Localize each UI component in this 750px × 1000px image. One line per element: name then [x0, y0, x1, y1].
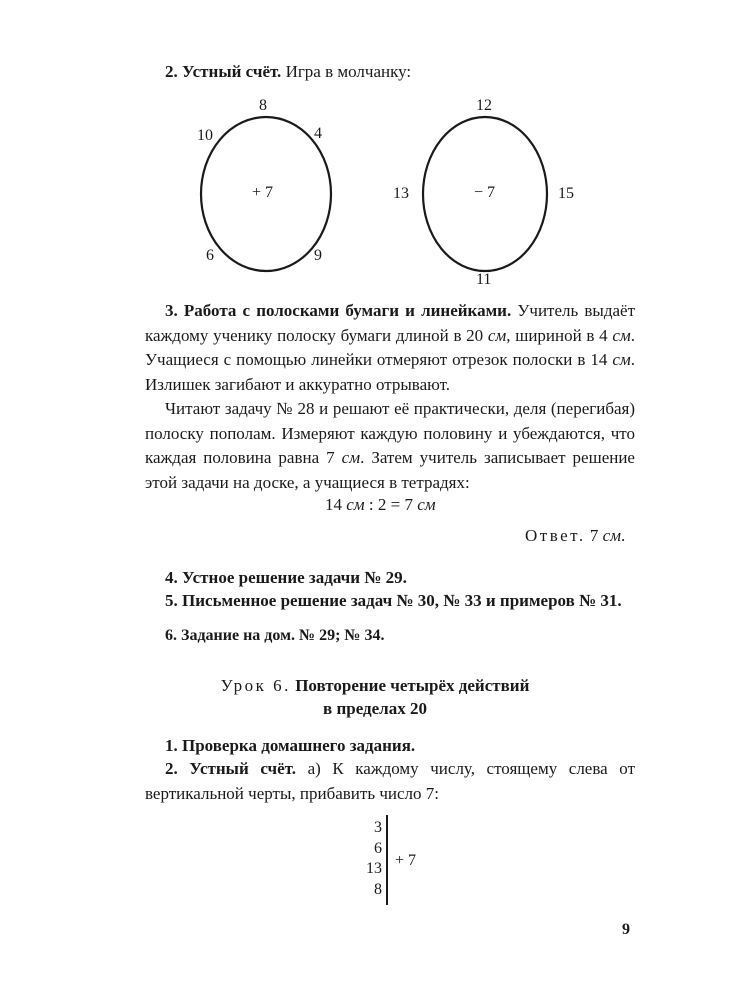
lesson-item-2: 2. Устный счёт. а) К каждому числу, стоящему слева от вертикальной черты, прибавить число 7:: [145, 759, 635, 803]
lesson-item-1: 1. Проверка домашнего задания.: [165, 736, 416, 755]
section-paper-strips: [145, 299, 635, 495]
right-circle-number: 12: [476, 97, 492, 114]
column-number: 13: [366, 860, 382, 877]
right-circle-operation: − 7: [474, 184, 496, 201]
lesson-heading-line2: в пределах 20: [323, 699, 427, 718]
column-operation: + 7: [395, 852, 417, 869]
column-number: 8: [374, 880, 382, 898]
column-numbers: [352, 818, 382, 900]
left-circle-number: 6: [206, 247, 214, 264]
paragraph: 3. Работа с полосками бумаги и линейками. Учитель выдаёт каждому ученику полоску бумаги длиной в 20 см, шириной в 4 см. Учащиеся с помощью линейки отмеряют отрезок полоски в 14 см. Излишек загибают и аккуратно отрывают.: [145, 301, 636, 394]
right-circle-number: 13: [393, 185, 409, 202]
page-number: 9: [622, 921, 630, 938]
item-4: 4. Устное решение задачи № 29.: [165, 568, 407, 587]
silent-game-diagram: [0, 0, 750, 300]
lesson-heading: Урок 6. Повторение четырёх действий: [220, 676, 530, 695]
right-circle-number: 15: [558, 185, 574, 202]
vertical-bar: [386, 815, 388, 905]
column-number: 3: [374, 819, 382, 836]
paragraph: Читают задачу № 28 и решают её практически, деля (перегибая) полоску пополам. Измеряют каждую половину и убеждаются, что каждая половина равна 7 см. Затем учитель записывает решение этой задачи на доске, а учащиеся в тетрадях:: [145, 399, 635, 492]
left-circle-number: 9: [314, 247, 322, 264]
right-circle-number: 11: [476, 271, 492, 288]
left-circle-number: 8: [259, 97, 267, 114]
left-circle-number: 4: [314, 125, 322, 142]
item-5: 5. Письменное решение задач № 30, № 33 и примеров № 31.: [165, 591, 622, 610]
column-number: 6: [374, 839, 382, 857]
item-6: 6. Задание на дом. № 29; № 34.: [165, 627, 385, 644]
answer: Ответ. 7 см.: [525, 526, 626, 545]
section-heading-oral-count: 2. Устный счёт. Игра в молчанку:: [165, 62, 412, 81]
left-circle-number: 10: [197, 127, 213, 144]
left-circle-operation: + 7: [252, 184, 274, 201]
formula: 14 см : 2 = 7 см: [325, 495, 436, 514]
